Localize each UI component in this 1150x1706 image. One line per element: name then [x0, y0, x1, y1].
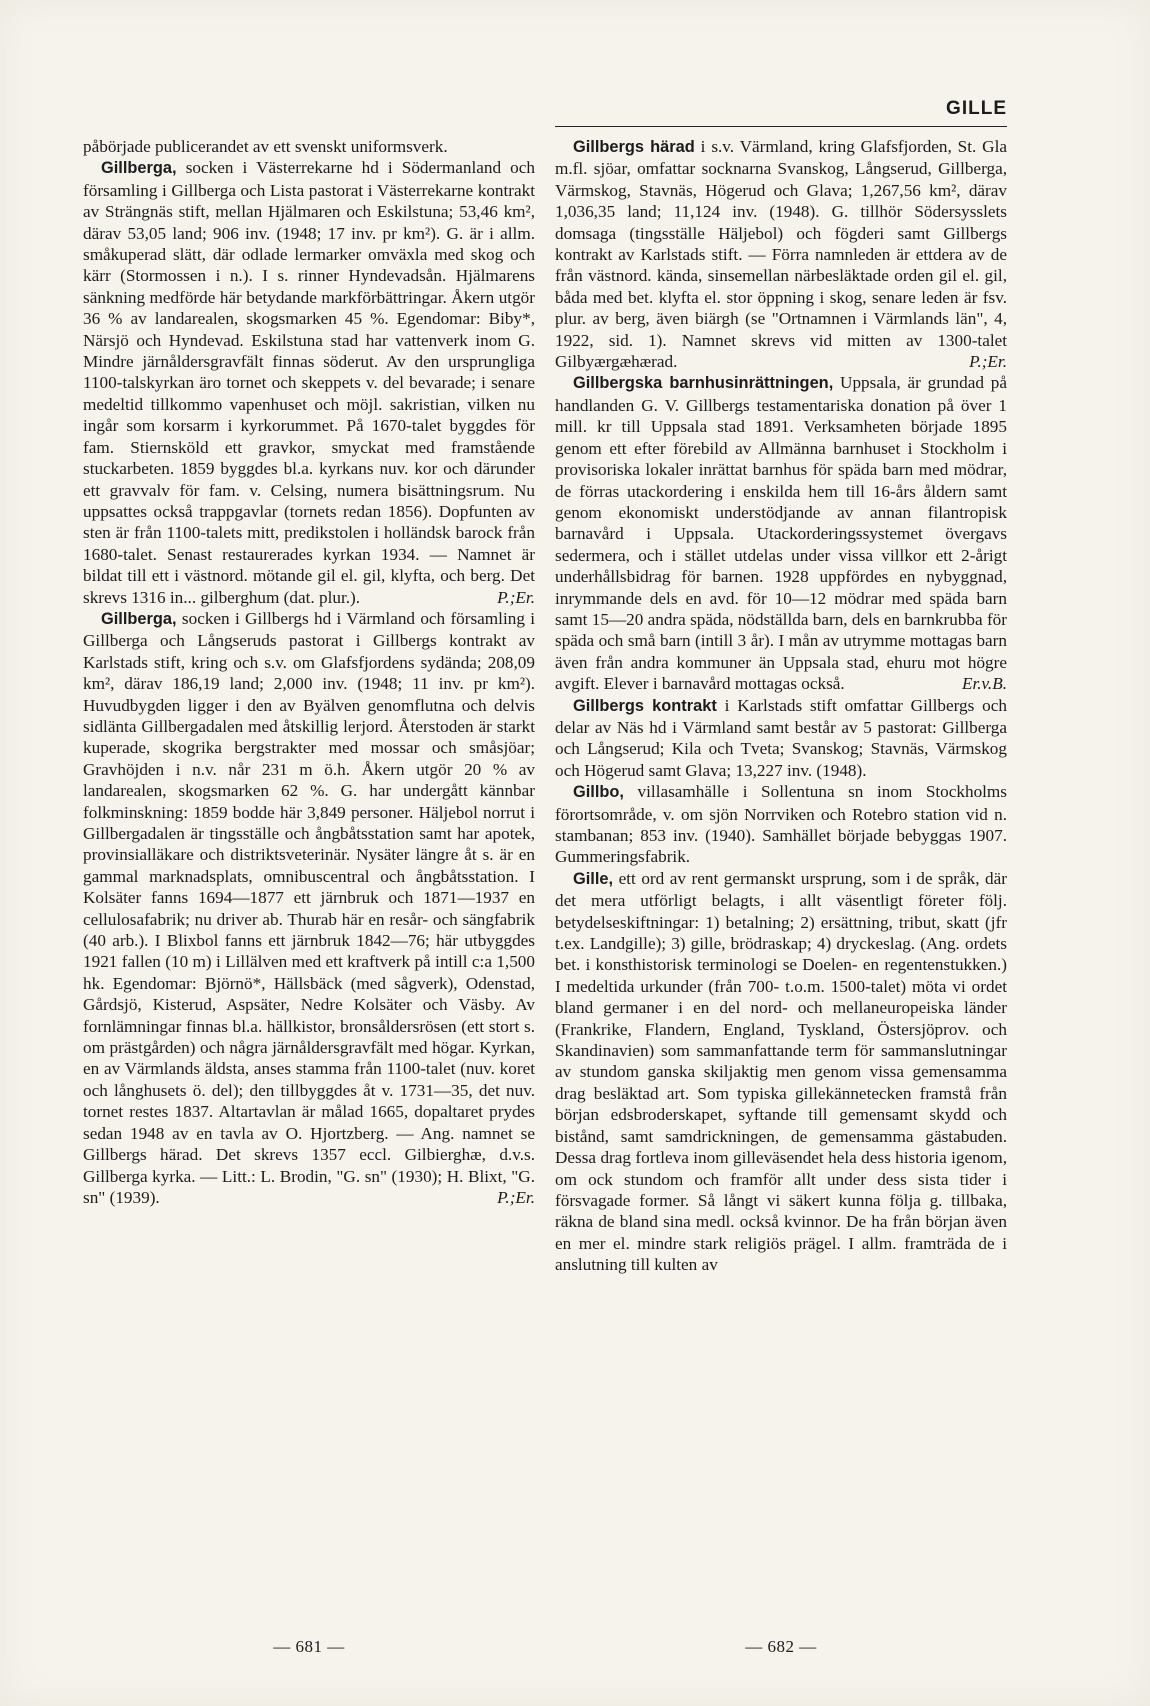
entry-signature: P.;Er.: [969, 352, 1007, 372]
left-column: [83, 136, 535, 1208]
entry-body: Uppsala, är grundad på handlanden G. V. Gillbergs testamentariska donation på över 1 mill. kr till Uppsala stad 1891. Verksamheten började 1895 genom ett efter förebild av Allmänna barnhuset i Stockholm i provisoriska lokaler inrättat barnhus för späda barn med mödrar, de förras utackordering i enskilda hem till 16-års åldern samt genom ekonomiskt understödjande av annan filantropisk barnavård i Uppsala. Utackorderingssystemet övergavs sedermera, och i stället utdelas under vissa villkor ett 2-årigt underhållsbidrag för barnen. 1928 uppfördes en nybyggnad, inrymmande dels en avd. för 10—12 mödrar med späda barn samt 15—20 andra späda, nödställda barn, dels en barnkrubba för späda och små barn (intill 3 år). I mån av utrymme mottagas barn även från andra kommuner än Uppsala stad, ehuru mot högre avgift. Elever i barnavård mottagas också.: [555, 373, 1007, 694]
entry-body: i Karlstads stift omfattar Gillbergs och delar av Näs hd i Värmland samt består av 5 pastorat: Gillberga och Långserud; Kila och Tveta; Svanskog; Stavnäs, Värmskog och Högerud samt Glava; 13,227 inv. (1948).: [555, 695, 1007, 780]
entry-signature: P.;Er.: [497, 587, 535, 607]
entry-gillbergs-harad: [555, 136, 1007, 372]
entry-headword: Gillbergs härad: [573, 138, 695, 156]
entry-gillberga-varmland: [83, 608, 535, 1208]
entry-headword: Gillbergs kontrakt: [573, 696, 717, 715]
entry-gillbergs-kontrakt: [555, 695, 1007, 782]
entry-headword: Gillberga,: [101, 159, 177, 178]
entry-body: socken i Gillbergs hd i Värmland och församling i Gillberga och Långseruds pastorat i Gillbergs kontrakt av Karlstads stift, kring och s.v. om Glafsfjordens sydända; 208,09 km², därav 186,19 land; 2,000 inv. (1948; 11 inv. pr km²). Huvudbygden ligger i den av Byälven genomflutna och delvis sidlänta Gillbergadalen med åtskillig lerjord. Återstoden är starkt kuperade, skogrika bergstrakter med mossar och småsjöar; Gravhöjden i n.v. når 231 m ö.h. Åkern utgör 20 % av landarealen, skogsmarken 62 %. G. har undergått kännbar folkminskning: 1859 bodde här 3,849 personer. Häljebol norrut i Gillbergadalen är tingsställe och ångbåtsstation samt har apotek, provinsialläkare och distriktsveterinär. Nysäter längre åt s. är en gammal marknadsplats, omnibuscentral och ångbåtsstation. I Kolsäter fanns 1694—1877 ett järnbruk och 1871—1937 en cellulosafabrik; nu driver ab. Thurab här en resår- och sängfabrik (40 arb.). I Blixbol fanns ett järnbruk 1842—76; här utbyggdes 1921 fallen (10 m) i Lillälven med ett kraftverk på intill c:a 1,500 hk. Egendomar: Björnö*, Hällsbäck (med sågverk), Odenstad, Gårdsjö, Kisterud, Aspsäter, Nedre Kolsäter och Väsby. Av fornlämningar finnas bl.a. hällkistor, bronsåldersrösen (ett stort s. om prästgården) och några järnåldersgravfält med högar. Kyrkan, en av Värmlands äldsta, anses stamma från 1100-talet (nuv. koret och långhusets ö. del); den tillbyggdes åt v. 1731—35, det nuv. tornet restes 1837. Altartavlan är målad 1665, dopaltaret prydes sedan 1948 av en tavla av O. Hjortzberg. — Ang. namnet se Gillbergs härad. Det skrevs 1357 eccl. Gilbierghæ, d.v.s. Gillberga kyrka. — Litt.: L. Brodin, "G. sn" (1930); H. Blixt, "G. sn" (1939).: [83, 608, 535, 1207]
entry-body: i s.v. Värmland, kring Glafsfjorden, St. Gla m.fl. sjöar, omfattar socknarna Svanskog, Långserud, Gillberga, Värmskog, Stavnäs, Högerud och Glava; 1,267,56 km², därav 1,036,35 land; 11,124 inv. (1948). G. tillhör Södersysslets domsaga (tingsställe Häljebol) och fögderi samt Gillbergs kontrakt av Karlstads stift. — Förra namnleden är ettdera av de från västnord. kända, sinsemellan närbesläktade orden gil el. gil, båda med bet. klyfta el. stor öppning i skog, senare leden är fsv. plur. av berg, även biärgh (se "Ortnamnen i Värmlands län", 4, 1922, sid. 1). Namnet skrevs vid mitten av 1300-talet Gilbyærgæhærad.: [555, 137, 1007, 372]
entry-gillbo: [555, 781, 1007, 868]
entry-body: socken i Västerrekarne hd i Södermanland och församling i Gillberga och Lista pastorat i Västerrekarne kontrakt av Strängnäs stift, mellan Hjälmaren och Eskilstuna; 53,46 km², därav 53,05 land; 906 inv. (1948; 17 inv. pr km²). G. är i allm. småkuperad slätt, där odlade lermarker omväxla med skog och kärr (Stormossen i n.). I s. rinner Hyndevadsån. Hjälmarens sänkning medförde här betydande markförbättringar. Åkern utgör 36 % av landarealen, skogsmarken 45 %. Egendomar: Biby*, Närsjö och Hyndevad. Eskilstuna stad har vattenverk inom G. Mindre järnåldersgravfält finnas söderut. Av den ursprungliga 1100-talskyrkan äro tornet och skeppets v. del bevarade; i senare medeltid tillkommo vapenhuset och möjl. sakristian, vilken nu ingår som korsarm i kyrkorummet. På 1670-talet byggdes för fam. Stiernsköld ett gravkor, smyckat med framstående stuckarbeten. 1859 byggdes bl.a. kyrkans nuv. kor och därunder ett gravvalv för fam. v. Celsing, numera bisättningsrum. Nu uppsattes också trappgavlar (tornets redan 1856). Dopfunten av sten är från 1100-talets mitt, predikstolen i holländsk barock från 1680-talet. Senast restaurerades kyrkan 1934. — Namnet är bildat till ett i västnord. mötande gil el. gil, klyfta, och berg. Det skrevs 1316 in... gilberghum (dat. plur.).: [83, 158, 535, 607]
continuation-text: påbörjade publicerandet av ett svenskt uniformsverk.: [83, 137, 448, 156]
entry-signature: P.;Er.: [497, 1187, 535, 1207]
entry-headword: Gillberga,: [101, 609, 177, 628]
entry-body: ett ord av rent germanskt ursprung, som i de språk, där det mera utförligt belagts, i allt väsentligt företer följ. betydelseskiftningar: 1) betalning; 2) ersättning, tribut, skatt (jfr t.ex. Landgille); 3) gille, brödraskap; 4) dryckeslag. (Ang. ordets bet. i konsthistorisk terminologi se Doelen- en regentenstukken.) I medeltida urkunder (från 700- t.o.m. 1500-talet) möta vi ordet bland germaner i en del nord- och mellaneuropeiska länder (Frankrike, Flandern, England, Tyskland, Östersjöprov. och Skandinavien) som sammanfattande term för sammanslutningar av stundom ganska skiljaktig men genom vissa gemensamma drag besläktad art. Som typiska gillekännetecken framstå från början edsbroderskapet, syftande till gemensamt skydd och bistånd, samt samdrickningen, de gemensamma gästabuden. Dessa drag fortleva inom gilleväsendet hela dess historia igenom, om ock stundom och framför allt under dess sista tider i försvagade former. Så långt vi säkert kunna följa g. tillbaka, räkna de bland sina medl. också kvinnor. De ha från början även en mer el. mindre stark religiös prägel. I allm. framträda de i anslutning till kulten av: [555, 868, 1007, 1275]
entry-gille: [555, 868, 1007, 1276]
running-head: GILLE: [946, 98, 1007, 119]
entry-headword: Gille,: [573, 869, 614, 888]
entry-body: villasamhälle i Sollentuna sn inom Stockholms förortsområde, v. om sjön Norrviken och Rotebro station vid n. stambanan; 853 inv. (1940). Samhället började bebyggas 1907. Gummeringsfabrik.: [555, 782, 1007, 867]
entry-signature: Er.v.B.: [961, 674, 1007, 694]
right-page-number: — 682 —: [745, 1637, 817, 1656]
right-column: [555, 136, 1007, 1276]
left-page-number: — 681 —: [273, 1637, 345, 1656]
entry-gillberga-sodermanland: [83, 157, 535, 608]
entry-headword: Gillbo,: [573, 783, 624, 802]
entry-gillbergska-barnhus: [555, 372, 1007, 694]
header-rule: [555, 126, 1007, 127]
entry-headword: Gillbergska barnhusinrättningen,: [573, 374, 834, 393]
